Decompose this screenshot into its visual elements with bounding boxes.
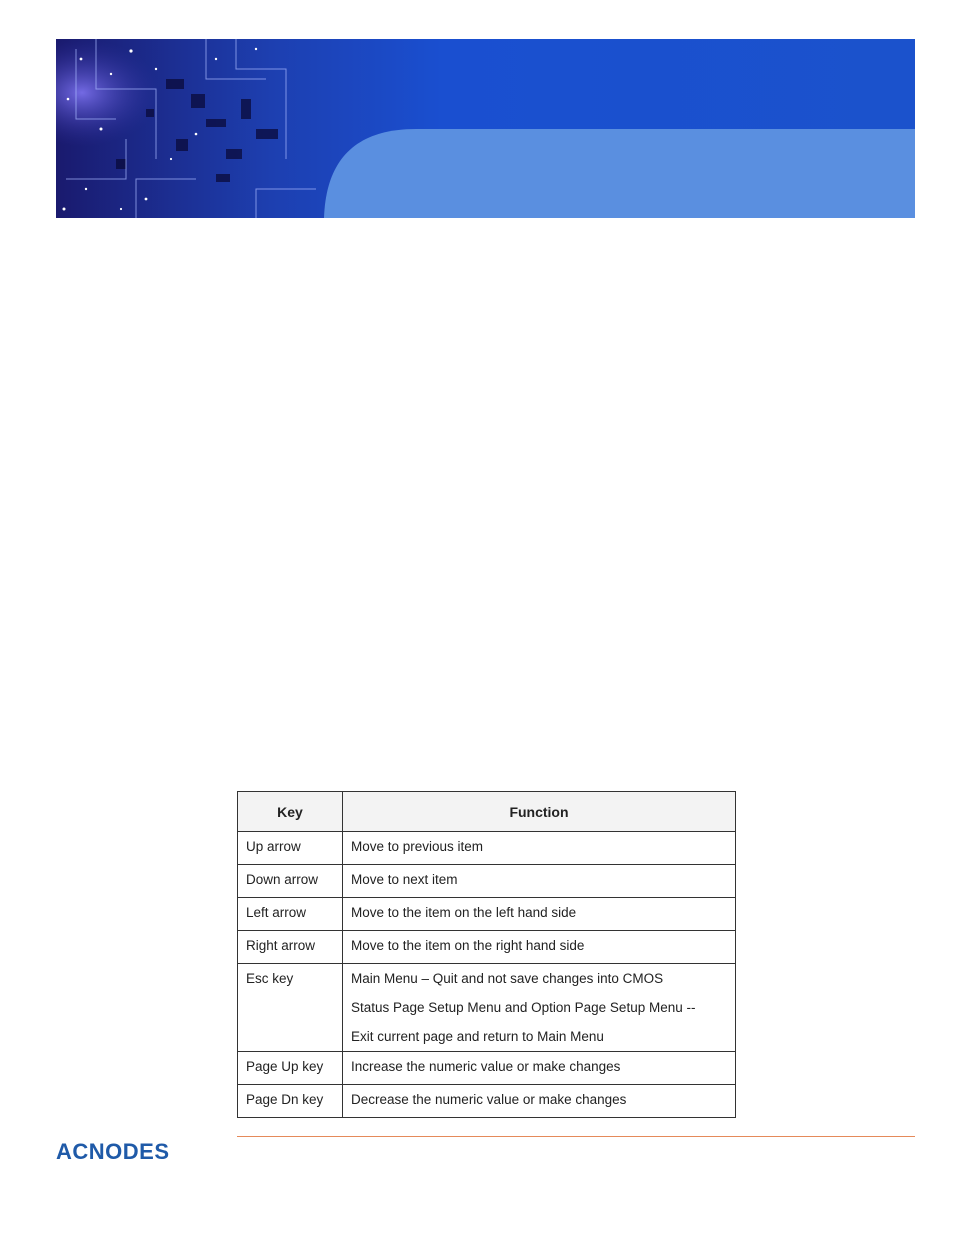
footer-divider — [237, 1136, 915, 1137]
function-cell — [343, 832, 736, 865]
table-row — [238, 865, 736, 898]
key-cell: Esc key — [238, 964, 343, 1052]
function-cell — [343, 964, 736, 1052]
function-cell — [343, 1052, 736, 1085]
table-row — [238, 1085, 736, 1118]
function-cell — [343, 1085, 736, 1118]
header-function: Function — [343, 792, 736, 832]
logo-wordmark: ACNODES — [56, 1139, 170, 1164]
table-row — [238, 931, 736, 964]
key-cell: Page Up key — [238, 1052, 343, 1085]
acnodes-logo-mark — [56, 1137, 216, 1165]
table-row — [238, 1052, 736, 1085]
table-row — [238, 898, 736, 931]
table-row — [238, 832, 736, 865]
function-line: Move to the item on the right hand side — [351, 938, 585, 953]
function-cell — [343, 931, 736, 964]
function-line: Increase the numeric value or make changes — [351, 1059, 621, 1074]
function-line: Status Page Setup Menu and Option Page Setup Menu -- — [351, 1000, 696, 1015]
key-cell: Right arrow — [238, 931, 343, 964]
function-line: Decrease the numeric value or make changes — [351, 1092, 627, 1107]
key-function-table — [237, 791, 736, 1118]
circuit-board-banner-image — [56, 39, 915, 218]
function-line: Main Menu – Quit and not save changes into CMOS — [351, 971, 664, 986]
function-line: Move to previous item — [351, 839, 484, 854]
key-cell: Up arrow — [238, 832, 343, 865]
header-key: Key — [238, 792, 343, 832]
key-cell: Page Dn key — [238, 1085, 343, 1118]
table-row — [238, 964, 736, 1052]
function-cell — [343, 865, 736, 898]
key-cell: Down arrow — [238, 865, 343, 898]
header-banner — [56, 39, 915, 218]
function-cell — [343, 898, 736, 931]
key-cell: Left arrow — [238, 898, 343, 931]
function-line: Move to the item on the left hand side — [351, 905, 577, 920]
function-line: Exit current page and return to Main Menu — [351, 1029, 604, 1044]
table-header-row — [238, 792, 736, 832]
function-line: Move to next item — [351, 872, 458, 887]
acnodes-logo — [56, 1137, 216, 1165]
